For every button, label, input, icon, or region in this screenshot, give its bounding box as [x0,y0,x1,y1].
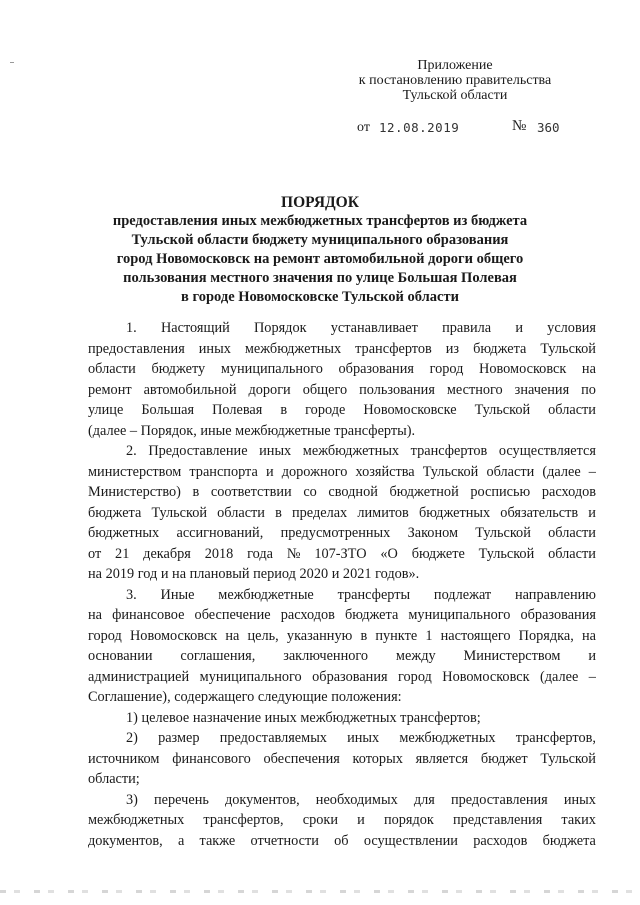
body-line: улице Большая Полевая в городе Новомосковске Тульской области [88,402,596,418]
subtitle-line: пользования местного значения по улице Большая Полевая [123,270,517,286]
document-date: 12.08.2019 [379,120,460,135]
body-line: источником финансового обеспечения которых является бюджет Тульской [88,750,596,767]
document-body [88,318,596,851]
body-line: 2) размер предоставляемых иных межбюджетных трансфертов, [126,730,596,746]
body-line: 1. Настоящий Порядок устанавливает правила и условия [126,320,596,336]
body-line: межбюджетных трансфертов, сроки и порядок представления таких [88,812,596,828]
body-line: области; [88,771,140,787]
body-line: основании соглашения, заключенного между Министерством и [88,648,596,664]
document-subtitle [70,212,570,307]
scan-edge-artifact [0,890,640,893]
subtitle-line: город Новомосковск на ремонт автомобильной дороги общего [116,251,524,267]
body-line: на 2019 год и на плановый период 2020 и 2021 годов». [88,566,420,582]
body-line: министерством транспорта и дорожного хозяйства Тульской области (далее – [88,463,596,480]
scan-artifact [10,62,14,63]
body-line: 2. Предоставление иных межбюджетных трансфертов осуществляется [126,443,596,459]
subtitle-line: в городе Новомосковске Тульской области [181,289,459,305]
body-line: бюджета Тульской области в пределах лимитов бюджетных обязательств и [88,504,596,521]
appendix-header [330,58,580,103]
body-line: предоставления иных межбюджетных трансфертов из бюджета Тульской [88,340,596,357]
body-line: на финансовое обеспечение расходов бюджета муниципального образования [88,607,596,623]
body-line: (далее – Порядок, иные межбюджетные трансферты). [88,422,416,439]
appendix-line-3: Тульской области [402,88,508,103]
body-line: Соглашение), содержащего следующие положения: [88,689,402,705]
body-line: от 21 декабря 2018 года № 107-ЗТО «О бюджете Тульской области [88,545,596,562]
body-line: документов, а также отчетности об осуществлении расходов бюджета [88,832,596,849]
body-line: области бюджету муниципального образования город Новомосковск на [88,361,596,377]
date-prefix: от [357,120,370,135]
document-title: ПОРЯДОК [281,194,359,211]
body-line: 3) перечень документов, необходимых для предоставления иных [126,791,596,808]
body-line: администрацией муниципального образования город Новомосковск (далее – [88,668,596,685]
body-line: ремонт автомобильной дороги общего пользования местного значения по [88,381,596,398]
number-sign: № [512,118,527,134]
subtitle-line: предоставления иных межбюджетных трансфертов из бюджета [112,213,528,229]
body-line: Министерство) в соответствии со сводной бюджетной росписью расходов [88,484,596,500]
document-number: 360 [537,120,560,135]
date-number-row [357,120,567,138]
body-line: 1) целевое назначение иных межбюджетных трансфертов; [126,709,481,726]
subtitle-line: Тульской области бюджету муниципального образования [131,232,509,248]
appendix-line-2: к постановлению правительства [358,73,552,88]
body-line: 3. Иные межбюджетные трансферты подлежат направлению [126,586,596,603]
body-line: бюджетных ассигнований, предусмотренных Законом Тульской области [88,525,596,541]
appendix-line-1: Приложение [417,58,493,73]
body-line: город Новомосковск на цель, указанную в пункте 1 настоящего Порядка, на [88,627,596,644]
